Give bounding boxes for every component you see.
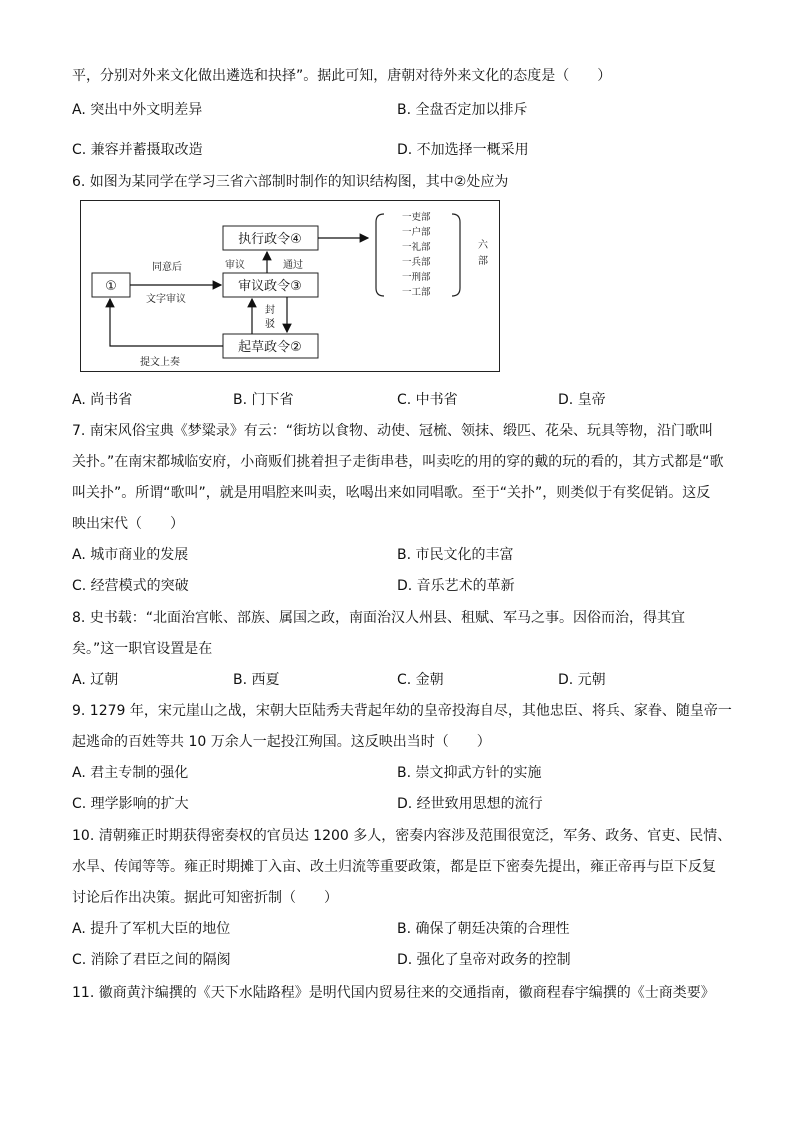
- q10-option-d[interactable]: D. 强化了皇帝对政务的控制: [397, 952, 571, 968]
- box-review-label: 审议政令③: [238, 279, 302, 294]
- q9-option-b[interactable]: B. 崇文抑武方针的实施: [397, 765, 542, 781]
- q7-stem-2: 关扑。”在南宋都城临安府，小商贩们挑着担子走街串巷，叫卖吃的用的穿的戴的玩的看的，其方式都是“歌: [72, 454, 724, 470]
- q6-stem: 6. 如图为某同学在学习三省六部制时制作的知识结构图，其中②处应为: [72, 174, 509, 190]
- ministry-3: 一礼部: [402, 242, 431, 253]
- q10-option-c[interactable]: C. 消除了君臣之间的隔阂: [72, 952, 231, 968]
- label-bo: 驳: [265, 319, 275, 330]
- q5-stem: 平，分别对外来文化做出遴选和抉择”。据此可知，唐朝对待外来文化的态度是（ ）: [72, 68, 612, 84]
- q7-option-a[interactable]: A. 城市商业的发展: [72, 547, 189, 563]
- q6-option-a[interactable]: A. 尚书省: [72, 392, 133, 408]
- q7-stem-4: 映出宋代（ ）: [72, 516, 184, 532]
- q9-option-a[interactable]: A. 君主专制的强化: [72, 765, 189, 781]
- q10-option-b[interactable]: B. 确保了朝廷决策的合理性: [397, 921, 570, 937]
- box-1-label: ①: [105, 279, 117, 294]
- ministry-2: 一户部: [402, 227, 431, 238]
- q11-stem-1: 11. 徽商黄汴编撰的《天下水陆路程》是明代国内贸易往来的交通指南，徽商程春宇编撰的《士商类要》: [72, 985, 715, 1001]
- q7-option-d[interactable]: D. 音乐艺术的革新: [397, 578, 515, 594]
- label-review-small: 审议: [225, 260, 245, 271]
- ministry-4: 一兵部: [402, 257, 431, 268]
- q9-option-d[interactable]: D. 经世致用思想的流行: [397, 796, 543, 812]
- q8-stem-2: 矣。”这一职官设置是在: [72, 641, 213, 657]
- label-pass: 通过: [283, 260, 303, 271]
- q10-stem-1: 10. 清朝雍正时期获得密奏权的官员达 1200 多人，密奏内容涉及范围很宽泛，军务、政务、官吏、民情、: [72, 828, 732, 844]
- q5-option-c[interactable]: C. 兼容并蓄摄取改造: [72, 142, 203, 158]
- q7-option-b[interactable]: B. 市民文化的丰富: [397, 547, 514, 563]
- q8-option-d[interactable]: D. 元朝: [558, 672, 606, 688]
- three-departments-diagram: [80, 200, 500, 372]
- q9-stem-2: 起逃命的百姓等共 10 万余人一起投江殉国。这反映出当时（ ）: [72, 734, 491, 750]
- ministry-6: 一工部: [402, 287, 431, 298]
- q8-option-c[interactable]: C. 金朝: [397, 672, 444, 688]
- ministry-1: 一吏部: [402, 212, 431, 223]
- q5-option-b[interactable]: B. 全盘否定加以排斥: [397, 102, 528, 118]
- q10-stem-2: 水旱、传闻等等。雍正时期摊丁入亩、改土归流等重要政策，都是臣下密奏先提出，雍正帝再与臣下反复: [72, 859, 716, 875]
- q5-option-a[interactable]: A. 突出中外文明差异: [72, 102, 203, 118]
- ministry-5: 一刑部: [402, 272, 431, 283]
- q10-stem-3: 讨论后作出决策。据此可知密折制（ ）: [72, 890, 338, 906]
- label-submit: 提文上奏: [140, 357, 180, 368]
- q7-stem-1: 7. 南宋风俗宝典《梦粱录》有云：“街坊以食物、动使、冠梳、领抹、缎匹、花朵、玩具等物，沿门歌叫: [72, 423, 714, 439]
- q6-option-b[interactable]: B. 门下省: [233, 392, 294, 408]
- label-agree: 同意后: [152, 262, 182, 273]
- q9-option-c[interactable]: C. 理学影响的扩大: [72, 796, 189, 812]
- q10-option-a[interactable]: A. 提升了军机大臣的地位: [72, 921, 231, 937]
- label-text-review: 文字审议: [146, 294, 186, 305]
- q9-stem-1: 9. 1279 年，宋元崖山之战，宋朝大臣陆秀夫背起年幼的皇帝投海自尽，其他忠臣、将兵、家眷、随皇帝一: [72, 703, 732, 719]
- label-six: 六: [478, 240, 488, 251]
- label-feng: 封: [265, 305, 275, 316]
- q6-option-d[interactable]: D. 皇帝: [558, 392, 606, 408]
- q7-option-c[interactable]: C. 经营模式的突破: [72, 578, 189, 594]
- q5-option-d[interactable]: D. 不加选择一概采用: [397, 142, 529, 158]
- label-bu: 部: [478, 256, 488, 267]
- q6-option-c[interactable]: C. 中书省: [397, 392, 458, 408]
- box-execute-label: 执行政令④: [238, 232, 302, 247]
- q8-option-a[interactable]: A. 辽朝: [72, 672, 119, 688]
- q8-stem-1: 8. 史书载：“北面治宫帐、部族、属国之政，南面治汉人州县、租赋、军马之事。因俗而治，得其宜: [72, 610, 686, 626]
- q8-option-b[interactable]: B. 西夏: [233, 672, 280, 688]
- q7-stem-3: 叫关扑”。所谓“歌叫”，就是用唱腔来叫卖，吆喝出来如同唱歌。至于“关扑”，则类似于有奖促销。这反: [72, 485, 711, 501]
- box-draft-label: 起草政令②: [238, 340, 302, 355]
